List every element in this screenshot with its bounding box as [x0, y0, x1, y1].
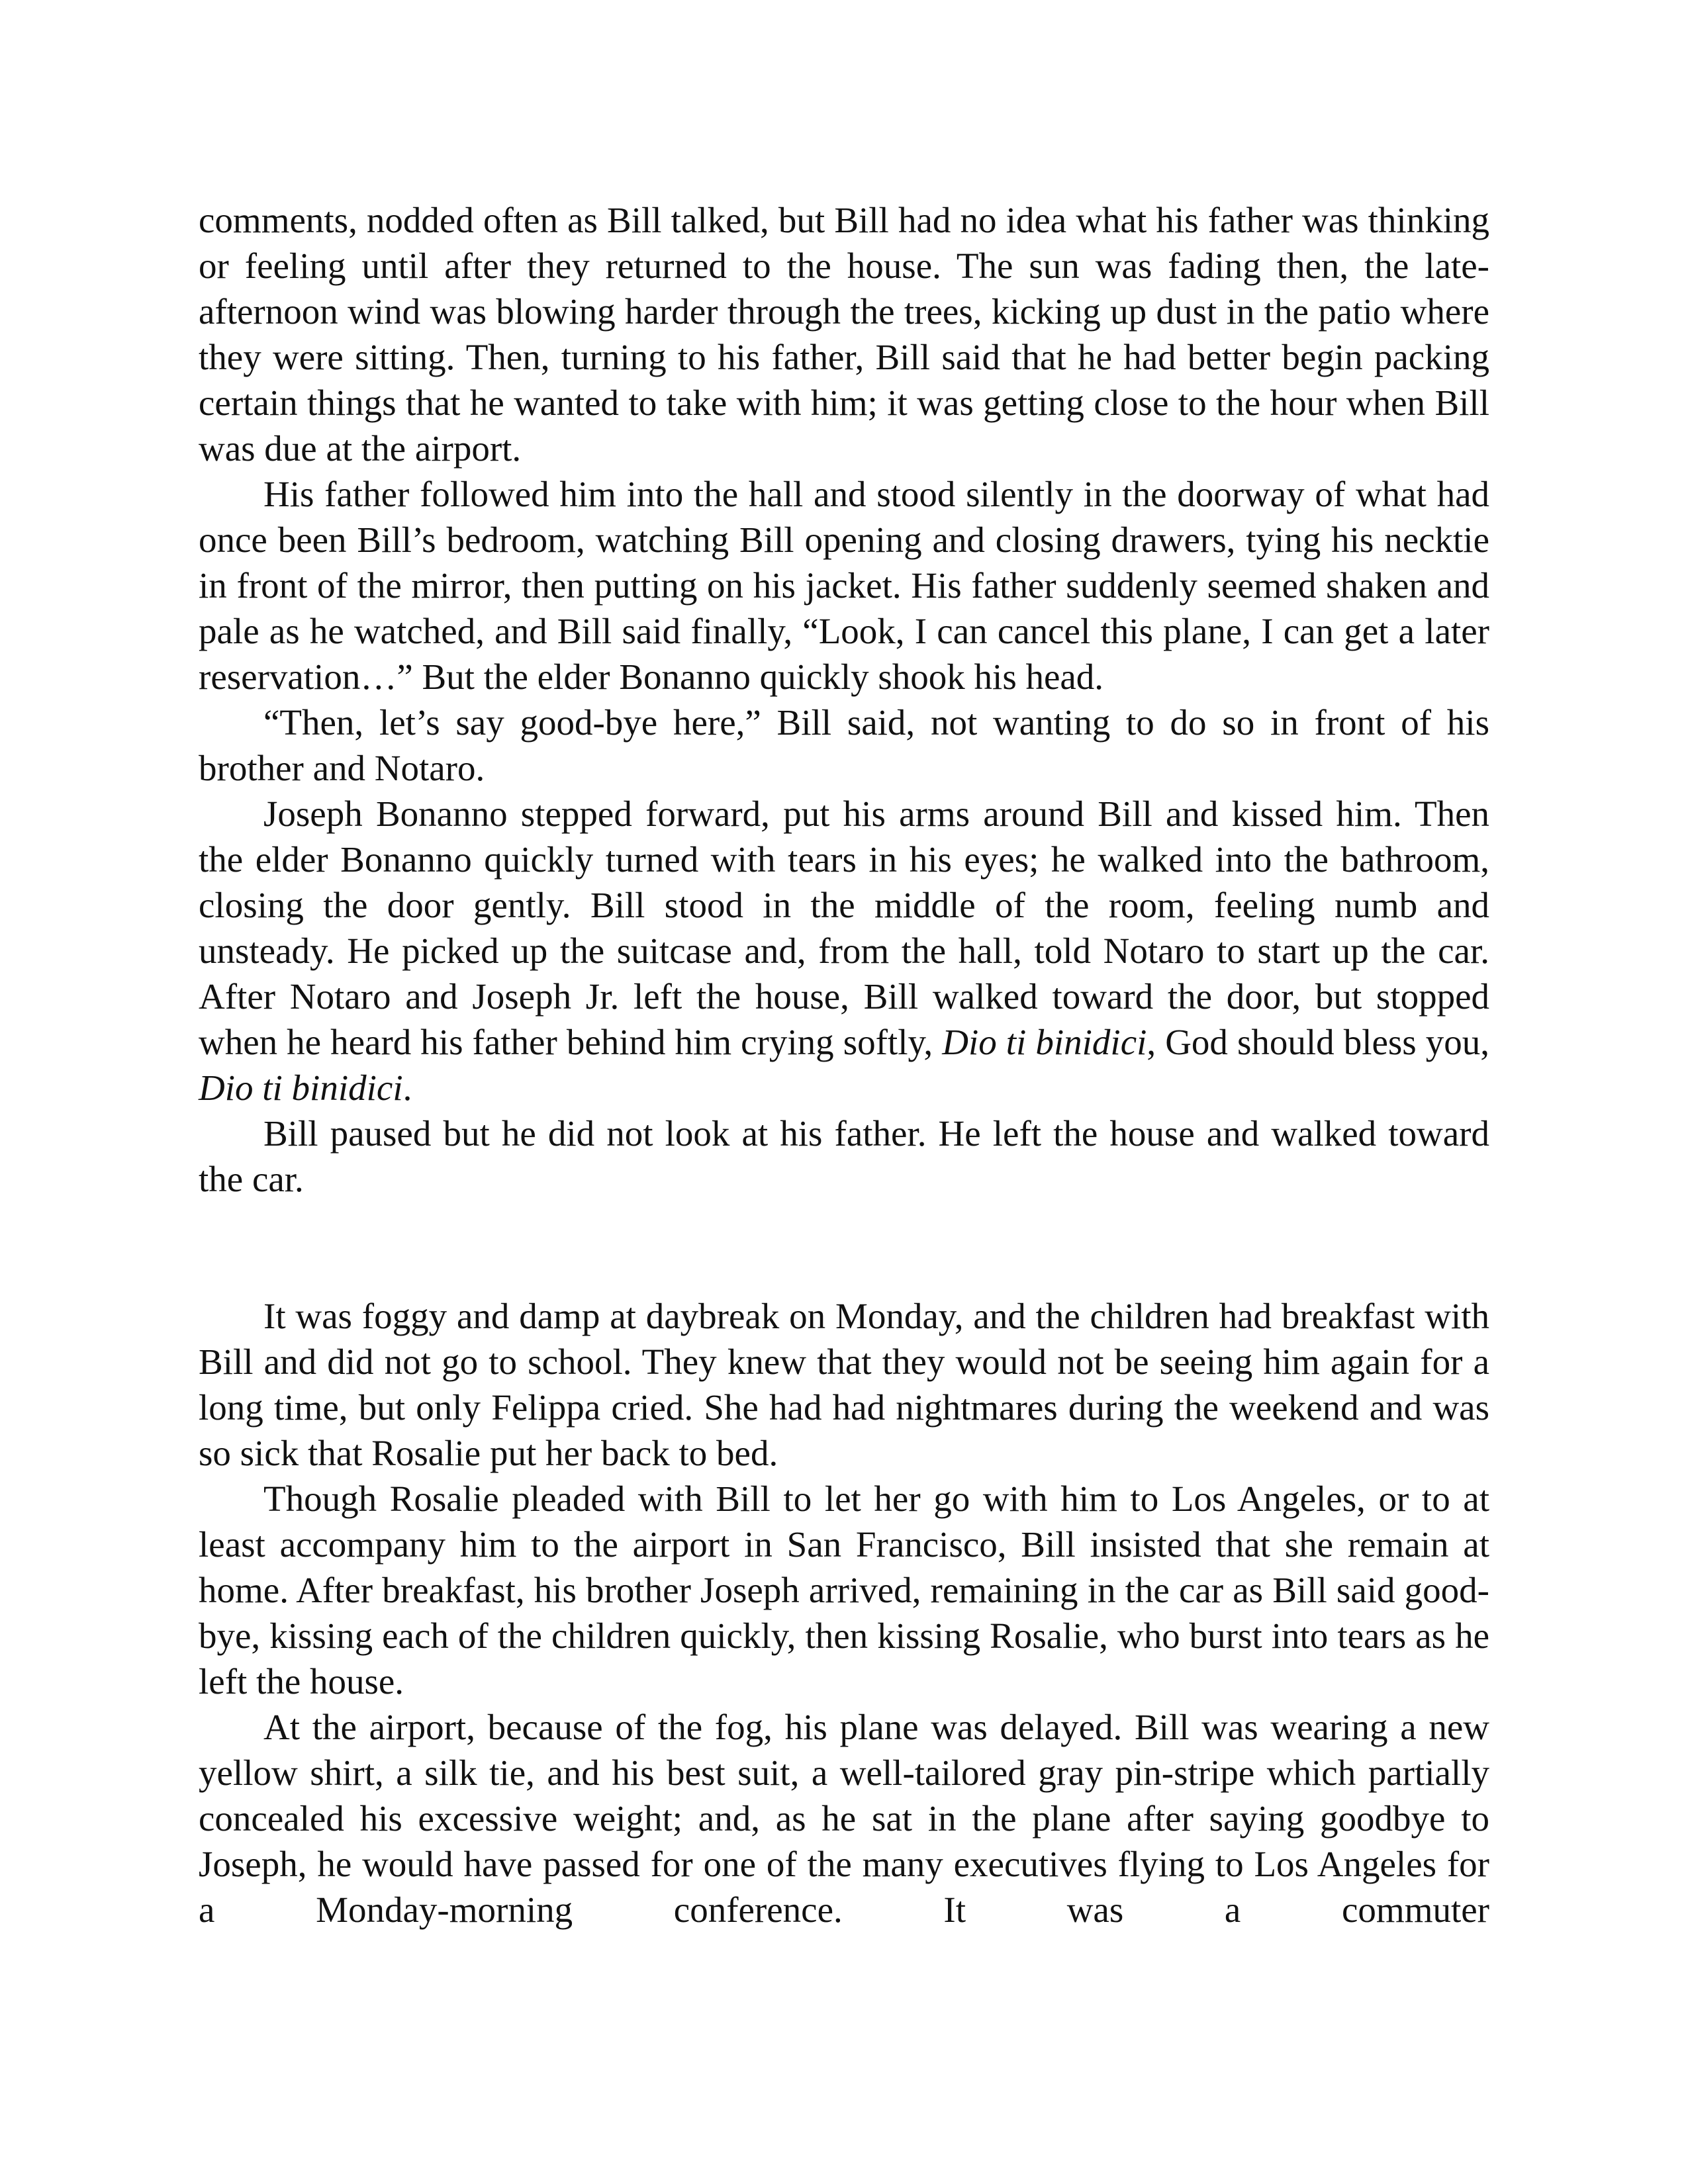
page-body: [199, 197, 1489, 1933]
italic-phrase: Dio ti binidici: [199, 1068, 403, 1108]
paragraph: His father followed him into the hall and stood silently in the doorway of what had once been Bill’s bedroom, watching Bill opening and closing drawers, tying his necktie in front of the mirror, then putting on his jacket. His father suddenly seemed shaken and pale as he watched, and Bill said finally, “Look, I can cancel this plane, I can get a later reservation…” But the elder Bonanno quickly shook his head.: [199, 474, 1489, 697]
section-break: [199, 1202, 1489, 1293]
paragraph: Though Rosalie pleaded with Bill to let her go with him to Los Angeles, or to at least accompany him to the airport in San Francisco, Bill insisted that she remain at home. After breakfast, his brother Joseph arrived, remaining in the car as Bill said good-bye, kissing each of the children quickly, then kissing Rosalie, who burst into tears as he left the house.: [199, 1479, 1489, 1702]
paragraph: [199, 791, 1489, 1111]
paragraph: It was foggy and damp at daybreak on Monday, and the children had breakfast with Bill and did not go to school. They knew that they would not be seeing him again for a long time, but only Felippa cried. She had had nightmares during the weekend and was so sick that Rosalie put her back to bed.: [199, 1296, 1489, 1473]
paragraph: comments, nodded often as Bill talked, but Bill had no idea what his father was thinking or feeling until after they returned to the house. The sun was fading then, the late-afternoon wind was blowing harder through the trees, kicking up dust in the patio where they were sitting. Then, turning to his father, Bill said that he had better begin packing certain things that he wanted to take with him; it was getting close to the hour when Bill was due at the airport.: [199, 200, 1489, 469]
text-run: , God should bless you,: [1147, 1022, 1489, 1062]
paragraph: At the airport, because of the fog, his plane was delayed. Bill was wearing a new yellow shirt, a silk tie, and his best suit, a well-tailored gray pin-stripe which partially concealed his excessive weight; and, as he sat in the plane after saying goodbye to Joseph, he would have passed for one of the many executives flying to Los Angeles for a Monday-morning conference. It was a commuter: [199, 1707, 1489, 1930]
text-run: .: [402, 1068, 412, 1108]
paragraph: Bill paused but he did not look at his father. He left the house and walked toward the car.: [199, 1113, 1489, 1199]
paragraph: “Then, let’s say good-bye here,” Bill said, not wanting to do so in front of his brother and Notaro.: [199, 702, 1489, 788]
italic-phrase: Dio ti binidici: [942, 1022, 1147, 1062]
text-run: Joseph Bonanno stepped forward, put his arms around Bill and kissed him. Then the elder Bonanno quickly turned with tears in his eyes; he walked into the bathroom, closing the door gently. Bill stood in the middle of the room, feeling numb and unsteady. He picked up the suitcase and, from the hall, told Notaro to start up the car. After Notaro and Joseph Jr. left the house, Bill walked toward the door, but stopped when he heard his father behind him crying softly,: [199, 794, 1489, 1062]
